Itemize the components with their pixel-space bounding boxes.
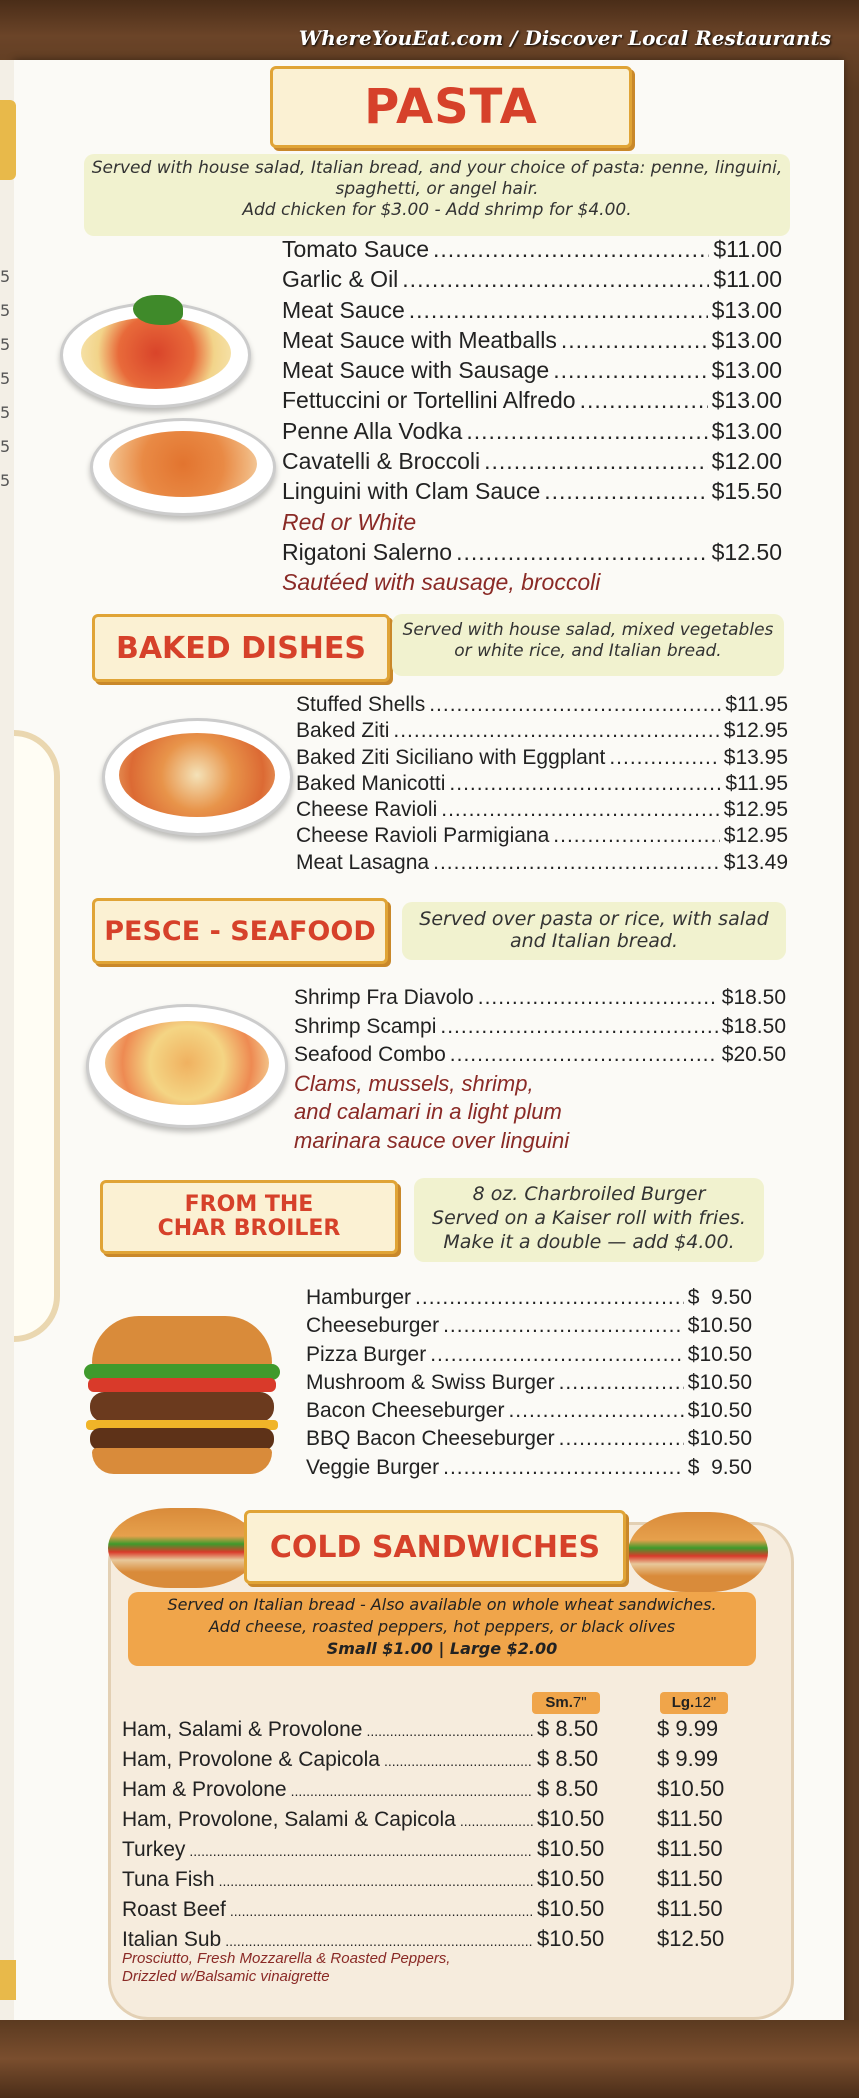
leader-dots [433,850,720,876]
small-price: $10.50 [537,1866,605,1891]
seafood-note-line2: and Italian bread. [509,930,679,952]
item-name: Cheese Ravioli Parmigiana [296,824,550,848]
item-price: $13.00 [711,357,782,384]
menu-item[interactable] [282,416,782,446]
large-price: $10.50 [657,1776,725,1801]
seafood-title: PESCE - SEAFOOD [104,915,376,947]
broiler-note [414,1178,764,1262]
spaghetti-plate-image [60,302,251,408]
item-name: Cheese Ravioli [296,798,438,822]
left-mark: 5 [0,335,11,354]
seafood-note [402,902,786,960]
leader-dots [415,1284,684,1312]
burger-image [84,1316,280,1476]
left-mark: 5 [0,267,11,286]
small-price: $10.50 [537,1806,605,1831]
rigatoni-description: Sautéed with sausage, broccoli [282,569,601,596]
pasta-note-line2: spaghetti, or angel hair. [335,179,539,199]
baked-title: BAKED DISHES [115,630,367,666]
leader-dots [393,718,719,744]
left-mark: 5 [0,437,11,456]
large-price: $ 9.99 [657,1746,719,1771]
item-name: Cavatelli & Broccoli [282,448,481,475]
leader-dots [433,234,709,264]
leader-dots [478,984,718,1013]
item-name: Garlic & Oil [282,266,399,293]
large-price: $11.50 [657,1866,723,1891]
left-mark: 5 [0,471,11,490]
large-price: $ 9.99 [657,1716,719,1741]
item-name: Linguini with Clam Sauce [282,478,541,505]
menu-item[interactable] [294,1013,786,1042]
item-price: $18.50 [721,986,786,1009]
item-name: Shrimp Fra Diavolo [294,986,474,1009]
desc-line: and calamari in a light plum [294,1099,562,1124]
item-name: Cheeseburger [306,1314,440,1338]
menu-item[interactable] [282,476,782,506]
item-name: Fettuccini or Tortellini Alfredo [282,387,576,414]
leader-dots [291,1783,533,1799]
item-price: $20.50 [721,1043,786,1066]
leader-dots [450,1041,718,1070]
seafood-item-list [294,984,786,1155]
large-price: $11.50 [657,1836,723,1861]
left-page-price-fragments [0,260,12,498]
broiler-title-line1: FROM THE [184,1192,314,1217]
item-price: $18.50 [721,1014,786,1038]
menu-item[interactable] [282,295,782,325]
menu-item[interactable] [282,537,782,567]
small-price: $ 8.50 [537,1776,599,1801]
leader-dots [559,1425,684,1453]
item-name: Baked Ziti [296,719,390,743]
leader-dots [441,797,720,823]
pasta-item-list [282,234,782,598]
menu-item[interactable] [294,1041,786,1070]
menu-item[interactable] [282,234,782,264]
item-name: Veggie Burger [306,1455,440,1479]
leader-dots [384,1753,533,1769]
broiler-title-line2: CHAR BROILER [157,1216,341,1241]
sandwich-row[interactable] [122,1716,762,1742]
item-price: $13.00 [711,417,782,444]
leader-dots [440,1013,717,1042]
menu-item[interactable] [306,1397,752,1425]
small-price: $10.50 [537,1926,605,1951]
left-mark: 5 [0,301,11,320]
item-price: $10.50 [687,1427,752,1451]
item-price: $13.00 [711,326,782,353]
desc-line: Prosciutto, Fresh Mozzarella & Roasted Peppers, [122,1950,451,1967]
leader-dots [443,1454,684,1482]
shrimp-pasta-plate-image [86,1004,288,1128]
large-size-inches: 12" [694,1694,717,1711]
item-price: $10.50 [687,1399,752,1423]
leader-dots [449,771,721,797]
leader-dots [460,1813,533,1829]
item-name: BBQ Bacon Cheeseburger [306,1427,555,1451]
leader-dots [466,416,707,446]
item-name: Tomato Sauce [282,236,430,262]
seafood-title-banner [92,898,388,964]
broiler-item-list [306,1284,752,1482]
baked-note-line1: Served with house salad, mixed vegetables [402,620,774,640]
item-price: $11.95 [725,693,788,716]
broiler-title-banner [100,1180,398,1254]
item-price: $12.95 [723,824,788,848]
sandwiches-note-line1: Served on Italian bread - Also available on whole wheat sandwiches. [167,1595,717,1614]
baked-ziti-plate-image [102,718,293,836]
menu-item[interactable] [306,1454,752,1482]
item-name: Mushroom & Swiss Burger [306,1370,555,1394]
leader-dots [366,1723,533,1739]
item-price: $10.50 [687,1314,752,1338]
menu-item[interactable] [282,446,782,476]
leader-dots [544,476,707,506]
item-price: $ 9.50 [687,1286,752,1309]
item-price: $15.50 [711,478,782,505]
baked-note [392,614,784,676]
large-price: $11.50 [657,1806,723,1831]
item-name: Bacon Cheeseburger [306,1399,505,1423]
baked-item-list [296,692,788,876]
leader-dots [553,355,707,385]
small-price: $10.50 [537,1836,605,1861]
item-name: Seafood Combo [294,1043,446,1066]
menu-item[interactable] [282,385,782,415]
large-price: $12.50 [657,1926,725,1951]
item-name: Roast Beef [122,1898,226,1921]
left-page-tab [0,1960,16,2000]
sandwiches-note [128,1592,756,1666]
menu-item[interactable] [306,1341,752,1369]
menu-item[interactable] [306,1284,752,1312]
item-name: Meat Sauce with Meatballs [282,326,557,353]
large-price: $11.50 [657,1896,723,1921]
clam-sauce-description: Red or White [282,508,417,535]
leader-dots [402,264,709,294]
leader-dots [225,1933,533,1949]
broiler-note-line2: Served on a Kaiser roll with fries. [432,1207,746,1229]
leader-dots [609,745,719,771]
item-name: Rigatoni Salerno [282,538,453,565]
leader-dots [230,1903,533,1919]
item-price: $13.00 [711,387,782,414]
item-name: Italian Sub [122,1928,222,1951]
leader-dots [508,1397,683,1425]
sandwich-row[interactable] [122,1926,762,1952]
item-price: $10.50 [687,1370,752,1394]
left-mark: 5 [0,369,11,388]
menu-item[interactable] [282,355,782,385]
sandwich-row[interactable] [122,1776,762,1802]
small-size-badge [532,1692,600,1714]
leader-dots [559,1369,684,1397]
pasta-note-line3: Add chicken for $3.00 - Add shrimp for $4.00. [242,200,632,220]
item-name: Ham, Provolone & Capicola [122,1748,380,1771]
item-price: $11.95 [725,771,788,795]
item-price: $12.95 [723,798,788,822]
left-page-tab [0,100,16,180]
item-price: $12.50 [711,538,782,565]
item-name: Tuna Fish [122,1868,215,1891]
item-price: $12.95 [723,719,788,743]
desc-line: Clams, mussels, shrimp, [294,1070,534,1096]
leader-dots [443,1312,684,1340]
small-price: $10.50 [537,1896,605,1921]
menu-item[interactable] [296,850,788,876]
pasta-title: PASTA [364,79,538,135]
sandwiches-note-line2: Add cheese, roasted peppers, hot peppers, or black olives [208,1617,676,1636]
item-name: Pizza Burger [306,1342,427,1366]
sandwiches-title-banner [244,1510,626,1584]
seafood-combo-description [294,1070,786,1156]
sandwich-row[interactable] [122,1746,762,1772]
item-name: Penne Alla Vodka [282,417,463,444]
leader-dots [430,1341,684,1369]
item-price: $13.49 [723,850,788,874]
menu-item[interactable] [296,718,788,744]
item-name: Meat Sauce [282,296,405,323]
leader-dots [189,1843,533,1859]
wood-footer-bar [0,2020,859,2098]
item-name: Baked Ziti Siciliano with Eggplant [296,745,606,769]
penne-plate-image [90,418,276,516]
pasta-note [84,154,790,236]
menu-item[interactable] [296,771,788,797]
small-size-inches: 7" [572,1694,587,1711]
item-price: $10.50 [687,1342,752,1366]
desc-line: Drizzled w/Balsamic vinaigrette [122,1968,330,1985]
item-price: $13.95 [723,745,788,769]
small-price: $ 8.50 [537,1716,599,1741]
menu-item[interactable] [296,823,788,849]
large-size-label: Lg. [671,1694,695,1711]
broiler-note-line3: Make it a double — add $4.00. [443,1231,735,1253]
sandwich-row[interactable] [122,1836,762,1862]
item-name: Shrimp Scampi [294,1014,437,1038]
leader-dots [456,537,708,567]
leader-dots [553,823,719,849]
menu-item[interactable] [306,1369,752,1397]
leader-dots [561,325,708,355]
leader-dots [580,385,708,415]
item-name: Meat Lasagna [296,850,430,874]
baked-note-line2: or white rice, and Italian bread. [454,641,722,661]
sandwich-row[interactable] [122,1806,762,1832]
menu-item[interactable] [296,692,788,718]
sandwich-row[interactable] [122,1896,762,1922]
menu-item[interactable] [282,325,782,355]
leader-dots [409,295,708,325]
menu-item[interactable] [306,1425,752,1453]
sandwiches-title: COLD SANDWICHES [269,1529,601,1565]
small-size-label: Sm. [545,1694,573,1711]
leader-dots [429,692,721,718]
decorative-side-arc [14,730,60,1342]
italian-sub-description [122,1950,542,1986]
item-name: Hamburger [306,1286,412,1309]
baked-title-banner [92,614,390,682]
hero-sandwich-image-left [108,1508,258,1588]
item-name: Ham, Provolone, Salami & Capicola [122,1808,456,1831]
leader-dots [219,1873,533,1889]
item-price: $ 9.50 [687,1455,752,1479]
pasta-title-banner [270,66,632,148]
site-caption[interactable]: WhereYouEat.com / Discover Local Restaurants [298,26,831,50]
item-name: Baked Manicotti [296,771,446,795]
hero-sandwich-image-right [628,1512,768,1592]
menu-item[interactable] [296,745,788,771]
sandwiches-note-line3: Small $1.00 | Large $2.00 [326,1639,558,1658]
item-price: $13.00 [711,296,782,323]
menu-item[interactable] [282,264,782,294]
item-name: Meat Sauce with Sausage [282,357,550,384]
left-mark: 5 [0,403,11,422]
menu-item[interactable] [294,984,786,1013]
item-name: Stuffed Shells [296,693,426,716]
broiler-note-line1: 8 oz. Charbroiled Burger [472,1183,706,1205]
item-name: Ham, Salami & Provolone [122,1718,363,1741]
large-size-badge [660,1692,728,1714]
item-name: Turkey [122,1838,186,1861]
desc-line: marinara sauce over linguini [294,1127,570,1153]
pasta-note-line1: Served with house salad, Italian bread, and your choice of pasta: penne, linguini, [91,158,783,178]
leader-dots [484,446,708,476]
item-price: $11.00 [713,266,782,293]
menu-item[interactable] [296,797,788,823]
item-price: $12.00 [711,448,782,475]
item-name: Ham & Provolone [122,1778,287,1801]
small-price: $ 8.50 [537,1746,599,1771]
item-price: $11.00 [713,236,782,262]
seafood-note-line1: Served over pasta or rice, with salad [419,908,769,930]
menu-item[interactable] [306,1312,752,1340]
sandwich-row[interactable] [122,1866,762,1892]
